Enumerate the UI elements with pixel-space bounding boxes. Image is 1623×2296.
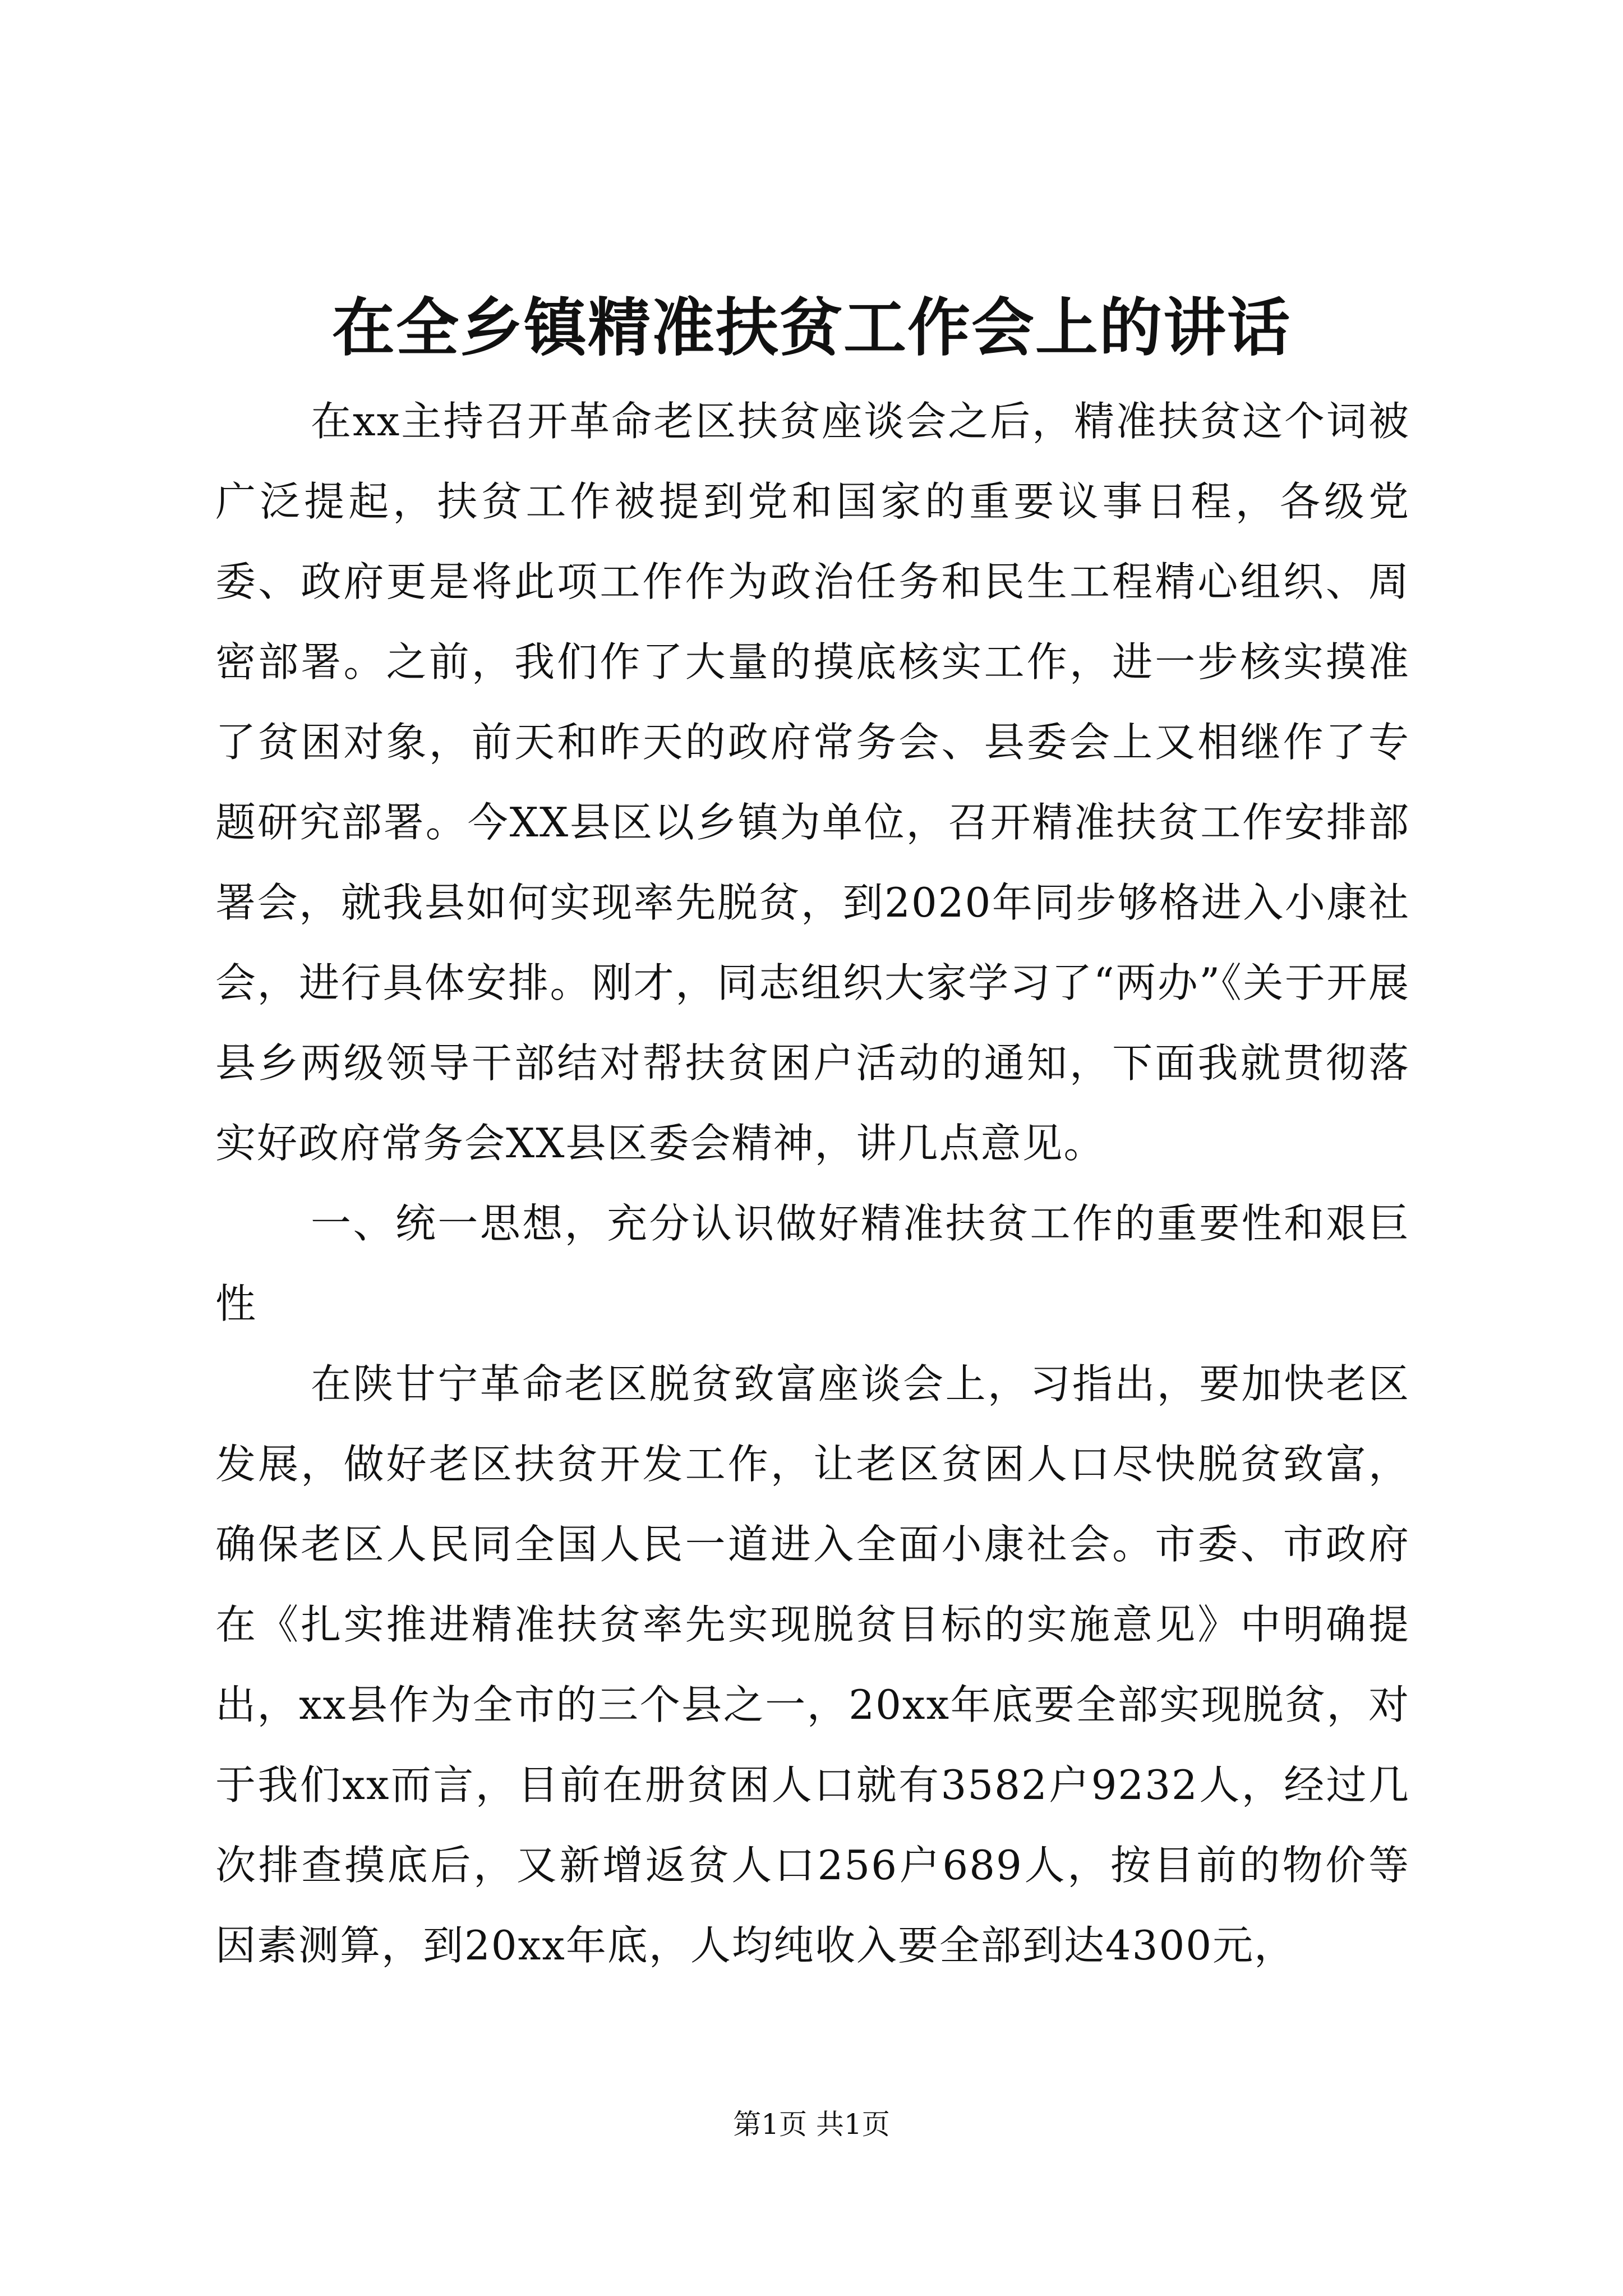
paragraph-intro: 在xx主持召开革命老区扶贫座谈会之后，精准扶贫这个词被广泛提起，扶贫工作被提到党和国家的重要议事日程，各级党委、政府更是将此项工作作为政治任务和民生工程精心组织、周密部署。之前，我们作了大量的摸底核实工作，进一步核实摸准了贫困对象，前天和昨天的政府常务会、县委会上又相继作了专题研究部署。今XX县区以乡镇为单位，召开精准扶贫工作安排部署会，就我县如何实现率先脱贫，到2020年同步够格进入小康社会，进行具体安排。刚才，同志组织大家学习了“两办”《关于开展县乡两级领导干部结对帮扶贫困户活动的通知，下面我就贯彻落实好政府常务会XX县区委会精神，讲几点意见。	[215, 398, 1410, 1167]
page-footer: 第1页 共1页	[733, 2108, 890, 2141]
paragraph-section-1: 在陕甘宁革命老区脱贫致富座谈会上，习指出，要加快老区发展，做好老区扶贫开发工作，让老区贫困人口尽快脱贫致富，确保老区人民同全国人民一道进入全面小康社会。市委、市政府在《扎实推进精准扶贫率先实现脱贫目标的实施意见》中明确提出，xx县作为全市的三个县之一，20xx年底要全部实现脱贫，对于我们xx而言，目前在册贫困人口就有3582户9232人，经过几次排查摸底后，又新增返贫人口256户689人，按目前的物价等因素测算，到20xx年底，人均纯收入要全部到达4300元，	[215, 1360, 1410, 1969]
document-title: 在全乡镇精准扶贫工作会上的讲话	[332, 291, 1291, 365]
document-body	[215, 381, 1410, 1986]
section-heading-1: 一、统一思想，充分认识做好精准扶贫工作的重要性和艰巨性	[215, 1200, 1410, 1327]
